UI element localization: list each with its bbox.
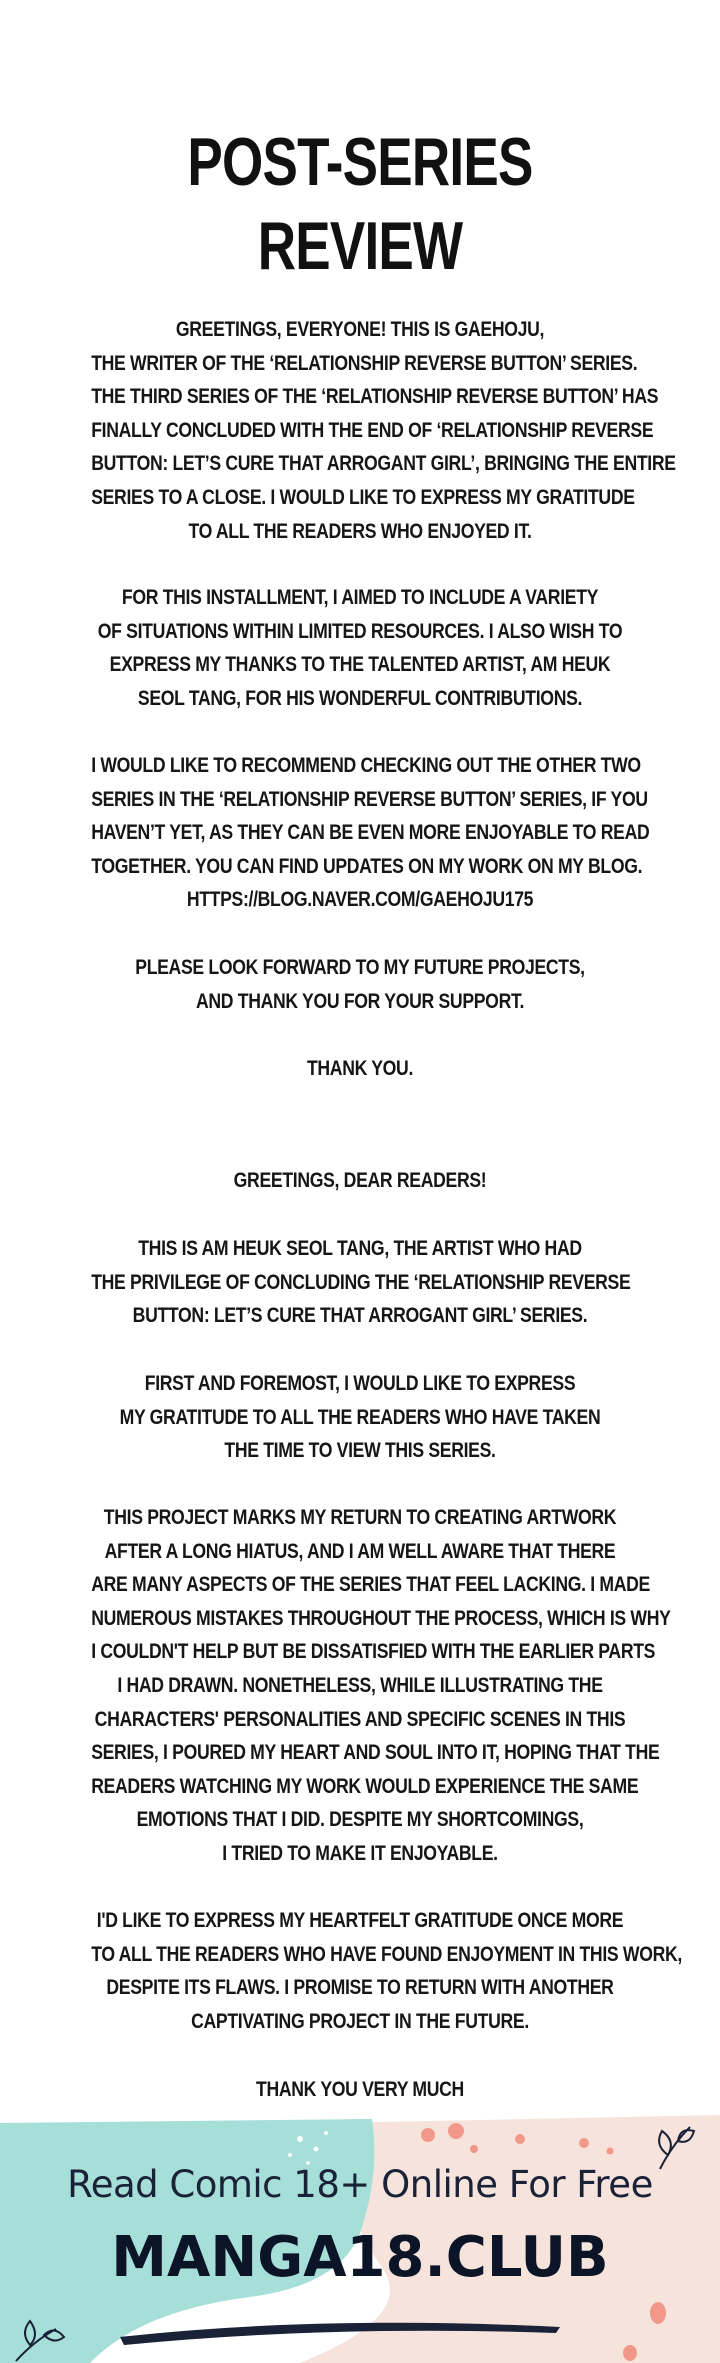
text-line: AFTER A LONG HIATUS, AND I AM WELL AWARE THAT THERE	[104, 1539, 616, 1563]
text-line: EXPRESS MY THANKS TO THE TALENTED ARTIST, AM HEUK	[109, 653, 611, 677]
text-line: SERIES, I POURED MY HEART AND SOUL INTO IT, HOPING THAT THE	[91, 1741, 660, 1765]
text-line: SERIES TO A CLOSE. I WOULD LIKE TO EXPRESS MY GRATITUDE	[91, 485, 635, 509]
text-line: BUTTON: LET’S CURE THAT ARROGANT GIRL’ SERIES.	[132, 1304, 588, 1328]
text-line: SERIES IN THE ‘RELATIONSHIP REVERSE BUTTON’ SERIES, IF YOU	[91, 787, 648, 811]
text-line: THE PRIVILEGE OF CONCLUDING THE ‘RELATIONSHIP REVERSE	[91, 1270, 631, 1294]
text-line: TO ALL THE READERS WHO HAVE FOUND ENJOYMENT IN THIS WORK,	[91, 1942, 682, 1966]
text-line: THANK YOU VERY MUCH	[256, 2078, 464, 2101]
paragraph-writer-installment	[40, 581, 680, 715]
paragraph-writer-recommendation	[40, 749, 680, 917]
text-line: GREETINGS, EVERYONE! THIS IS GAEHOJU,	[175, 318, 545, 341]
paragraph-artist-thanks	[40, 2073, 680, 2107]
text-line: THANK YOU.	[306, 1057, 414, 1080]
text-line: ARE MANY ASPECTS OF THE SERIES THAT FEEL LACKING. I MADE	[91, 1573, 650, 1597]
text-line: GREETINGS, DEAR READERS!	[233, 1169, 487, 1192]
paragraph-writer-greeting	[40, 313, 680, 548]
text-line: THE THIRD SERIES OF THE ‘RELATIONSHIP REVERSE BUTTON’ HAS	[91, 385, 659, 409]
text-line: PLEASE LOOK FORWARD TO MY FUTURE PROJECTS,	[135, 956, 585, 979]
page-title: POST-SERIES REVIEW	[187, 124, 533, 284]
text-line: I COULDN'T HELP BUT BE DISSATISFIED WITH THE EARLIER PARTS	[91, 1640, 656, 1664]
paragraph-artist-reflection	[40, 1501, 680, 1871]
text-line: CAPTIVATING PROJECT IN THE FUTURE.	[191, 2009, 529, 2033]
text-line: EMOTIONS THAT I DID. DESPITE MY SHORTCOMINGS,	[136, 1808, 584, 1832]
paragraph-writer-thanks	[40, 1052, 680, 1086]
text-line: I WOULD LIKE TO RECOMMEND CHECKING OUT THE OTHER TWO	[91, 754, 641, 777]
paragraph-artist-intro	[40, 1232, 680, 1333]
text-line: THIS PROJECT MARKS MY RETURN TO CREATING ARTWORK	[103, 1506, 617, 1529]
banner-site-link[interactable]: MANGA18.CLUB	[111, 2225, 609, 2290]
text-line: THE TIME TO VIEW THIS SERIES.	[224, 1439, 496, 1463]
text-line: DESPITE ITS FLAWS. I PROMISE TO RETURN WITH ANOTHER	[106, 1976, 614, 2000]
paragraph-writer-future	[40, 951, 680, 1018]
text-line: OF SITUATIONS WITHIN LIMITED RESOURCES. I ALSO WISH TO	[97, 619, 623, 643]
text-line: TO ALL THE READERS WHO ENJOYED IT.	[188, 519, 532, 543]
banner-tagline: Read Comic 18+ Online For Free	[67, 2163, 653, 2206]
paragraph-artist-gratitude	[40, 1367, 680, 1468]
text-line: READERS WATCHING MY WORK WOULD EXPERIENCE THE SAME	[91, 1774, 639, 1798]
text-line: BUTTON: LET’S CURE THAT ARROGANT GIRL’, BRINGING THE ENTIRE	[91, 452, 676, 476]
text-line: THE WRITER OF THE ‘RELATIONSHIP REVERSE BUTTON’ SERIES.	[91, 351, 638, 375]
text-line: HAVEN’T YET, AS THEY CAN BE EVEN MORE ENJOYABLE TO READ	[91, 821, 650, 845]
paragraph-artist-closing	[40, 1904, 680, 2038]
text-line: NUMEROUS MISTAKES THROUGHOUT THE PROCESS, WHICH IS WHY	[91, 1606, 671, 1630]
text-line: TOGETHER. YOU CAN FIND UPDATES ON MY WORK ON MY BLOG.	[91, 854, 643, 878]
text-line: FINALLY CONCLUDED WITH THE END OF ‘RELATIONSHIP REVERSE	[91, 418, 654, 442]
text-line: I'D LIKE TO EXPRESS MY HEARTFELT GRATITUDE ONCE MORE	[96, 1909, 624, 1932]
blog-url: HTTPS://BLOG.NAVER.COM/GAEHOJU175	[186, 888, 534, 912]
text-line: I HAD DRAWN. NONETHELESS, WHILE ILLUSTRATING THE	[117, 1673, 603, 1697]
text-line: SEOL TANG, FOR HIS WONDERFUL CONTRIBUTIONS.	[137, 686, 583, 710]
text-line: FOR THIS INSTALLMENT, I AIMED TO INCLUDE A VARIETY	[121, 586, 599, 609]
text-line: AND THANK YOU FOR YOUR SUPPORT.	[195, 989, 525, 1013]
paragraph-artist-greeting	[40, 1164, 680, 1198]
promo-banner[interactable]	[0, 2115, 720, 2363]
text-line: MY GRATITUDE TO ALL THE READERS WHO HAVE TAKEN	[119, 1405, 601, 1429]
text-line: FIRST AND FOREMOST, I WOULD LIKE TO EXPRESS	[144, 1372, 576, 1395]
text-line: CHARACTERS' PERSONALITIES AND SPECIFIC SCENES IN THIS	[94, 1707, 626, 1731]
text-line: THIS IS AM HEUK SEOL TANG, THE ARTIST WHO HAD	[138, 1237, 582, 1260]
text-line: I TRIED TO MAKE IT ENJOYABLE.	[222, 1841, 498, 1865]
